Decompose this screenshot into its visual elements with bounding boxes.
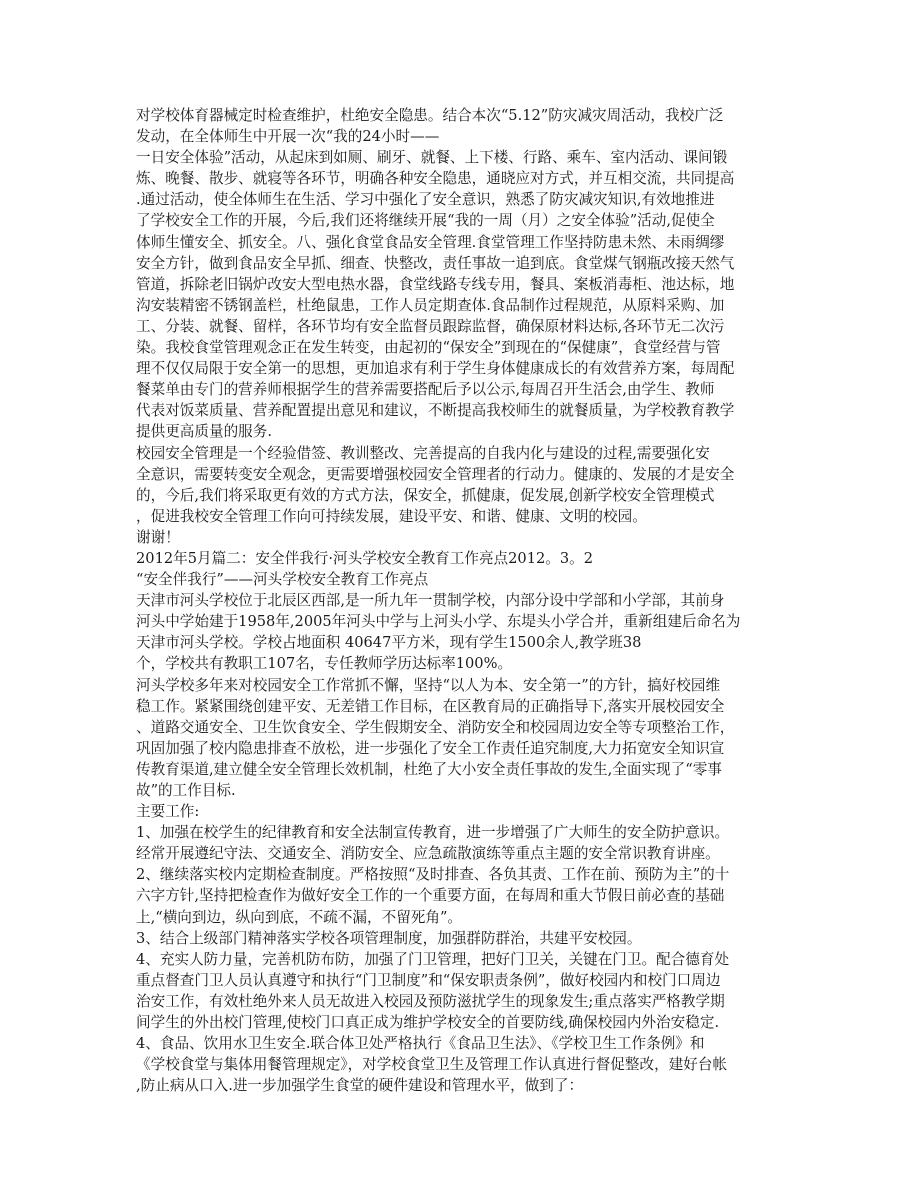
text-line: 炼、晚餐、散步、就寝等各环节，明确各种安全隐患，通晓应对方式，并互相交流，共同提高 xyxy=(136,170,735,188)
text-line: 代表对饭菜质量、营养配置提出意见和建议，不断提高我校师生的就餐质量，为学校教育教学 xyxy=(136,402,735,420)
text-line: 、道路交通安全、卫生饮食安全、学生假期安全、消防安全和校园周边安全等专项整治工作， xyxy=(136,718,735,736)
text-line: 经常开展遵纪守法、交通安全、消防安全、应急疏散演练等重点主题的安全常识教育讲座。 xyxy=(136,845,720,863)
document-page xyxy=(136,105,786,1096)
text-line: 发动，在全体师生中开展一次“我的24小时—— xyxy=(136,128,440,146)
text-line: 重点督查门卫人员认真遵守和执行“门卫制度”和“保安职责条例”，做好校园内和校门口周边 xyxy=(136,971,721,989)
text-line: 六字方针,坚持把检查作为做好安全工作的一个重要方面，在每周和重大节假日前必查的基础 xyxy=(136,887,725,905)
text-line: 提供更高质量的服务. xyxy=(136,423,272,441)
text-line: 餐菜单由专门的营养师根据学生的营养需要搭配后予以公示,每周召开生活会,由学生、教师 xyxy=(136,381,715,399)
text-line: 一日安全体验”活动，从起床到如厕、刷牙、就餐、上下楼、行路、乘车、室内活动、课间锻 xyxy=(136,149,728,167)
main-work-heading: 主要工作: xyxy=(136,803,200,821)
text-line: 个，学校共有教职工107名，专任教师学历达标率100%。 xyxy=(136,655,513,673)
text-line: 对学校体育器械定时检查维护，杜绝安全隐患。结合本次“5.12”防灾减灾周活动，我校广泛 xyxy=(136,107,724,124)
text-line: 天津市河头学校位于北辰区西部,是一所九年一贯制学校，内部分设中学部和小学部，其前身 xyxy=(136,592,725,610)
text-line: 河头中学始建于1958年,2005年河头中学与上河头小学、东堤头小学合并，重新组建后命名为 xyxy=(136,613,741,631)
text-line: ,防止病从口入.进一步加强学生食堂的硬件建设和管理水平，做到了： xyxy=(136,1077,584,1095)
text-line: 体师生懂安全、抓安全。八、强化食堂食品安全管理.食堂管理工作坚持防患未然、未雨绸缪 xyxy=(136,233,725,251)
text-line: 工、分装、就餐、留样，各环节均有安全监督员跟踪监督，确保原材料达标,各环节无二次污 xyxy=(136,317,725,335)
section-heading: 2012年5月篇二：安全伴我行·河头学校安全教育工作亮点2012。3。2 xyxy=(136,549,594,567)
text-line: 巩固加强了校内隐患排查不放松，进一步强化了安全工作责任追究制度,大力拓宽安全知识宣 xyxy=(136,739,725,757)
text-line: 间学生的外出校门管理,使校门口真正成为维护学校安全的首要防线,确保校园内外治安稳定. xyxy=(136,1014,720,1032)
text-line: 2、继续落实校内定期检查制度。严格按照“及时排查、各负其责、工作在前、预防为主”的十 xyxy=(136,866,730,884)
text-line: 故”的工作目标. xyxy=(136,782,236,799)
text-line: 的，今后,我们将采取更有效的方式方法，保安全，抓健康，促发展,创新学校安全管理模式 xyxy=(136,486,715,504)
text-line: 治安工作，有效杜绝外来人员无故进入校园及预防滋扰学生的现象发生;重点落实严格教学期 xyxy=(136,992,725,1010)
text-line: 4、食品、饮用水卫生安全.联合体卫处严格执行《食品卫生法》、《学校卫生工作条例》和 xyxy=(136,1035,705,1053)
text-line: 上,“横向到边，纵向到底，不疏不漏，不留死角”。 xyxy=(136,908,463,926)
text-line: 天津市河头学校。学校占地面积 40647平方米，现有学生1500余人,教学班38 xyxy=(136,634,642,652)
text-line: 1、加强在校学生的纪律教育和安全法制宣传教育，进一步增强了广大师生的安全防护意识。 xyxy=(136,824,730,842)
text-line: .通过活动，使全体师生在生活、学习中强化了安全意识，熟悉了防灾减灾知识,有效地推进 xyxy=(136,191,715,209)
section-subtitle: “安全伴我行”——河头学校安全教育工作亮点 xyxy=(136,571,429,589)
text-line: 《学校食堂与集体用餐管理规定》，对学校食堂卫生及管理工作认真进行督促整改，建好台帐 xyxy=(136,1056,728,1074)
text-line: 河头学校多年来对校园安全工作常抓不懈，坚持“以人为本、安全第一”的方针，搞好校园维 xyxy=(136,676,721,694)
text-line: 安全方针，做到食品安全早抓、细查、快整改，责任事故一追到底。食堂煤气钢瓶改接天然气 xyxy=(136,254,735,272)
text-line: 4、充实人防力量，完善机防布防，加强了门卫管理，把好门卫关，关键在门卫。配合德育处 xyxy=(136,950,730,968)
closing-thanks: 谢谢！ xyxy=(136,528,180,546)
text-line: 3、结合上级部门精神落实学校各项管理制度，加强群防群治，共建平安校园。 xyxy=(136,929,642,947)
text-line: 传教育渠道,建立健全安全管理长效机制，杜绝了大小安全责任事故的发生,全面实现了“零事 xyxy=(136,760,722,778)
text-line: 沟安装精密不锈钢盖栏，杜绝鼠患，工作人员定期查体.食品制作过程规范，从原料采购、加 xyxy=(136,296,725,314)
text-line: 理不仅仅局限于安全第一的思想，更加追求有利于学生身体健康成长的有效营养方案，每周配 xyxy=(136,360,735,378)
text-line: 校园安全管理是一个经验借签、教训整改、完善提高的自我内化与建设的过程,需要强化安 xyxy=(136,444,710,462)
text-line: 染。我校食堂管理观念正在发生转变，由起初的“保安全”到现在的“保健康”，食堂经营与管 xyxy=(136,339,721,357)
text-line: 稳工作。紧紧围绕创建平安、无差错工作目标，在区教育局的正确指导下,落实开展校园安全 xyxy=(136,697,725,715)
text-line: 了学校安全工作的开展，今后,我们还将继续开展“我的一周（月）之安全体验”活动,促使全 xyxy=(136,212,715,230)
text-line: 全意识，需要转变安全观念，更需要增强校园安全管理者的行动力。健康的、发展的才是安全 xyxy=(136,465,735,483)
text-line: 管道，拆除老旧锅炉改安大型电热水器，食堂线路专线专用，餐具、案板消毒柜、池达标，地 xyxy=(136,275,735,293)
text-line: ，促进我校安全管理工作向可持续发展，建设平安、和谐、健康、文明的校园。 xyxy=(136,507,647,525)
